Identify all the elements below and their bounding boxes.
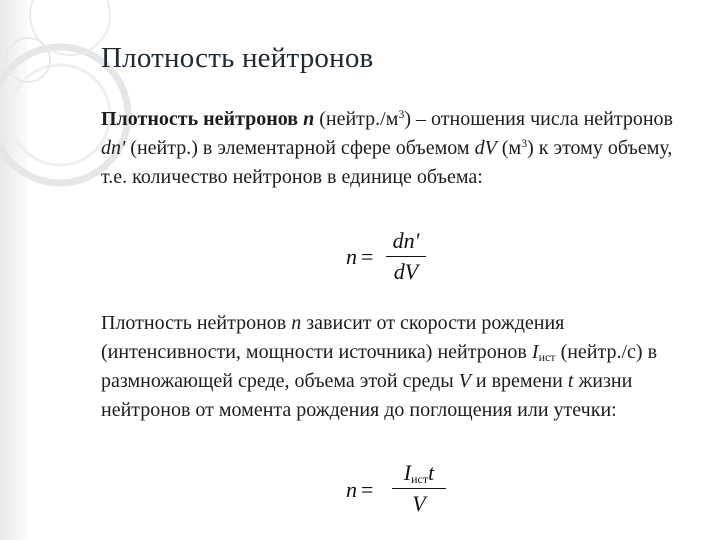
equals-sign: =: [361, 244, 374, 269]
text-seg: (нейтр.) в элементарной сфере объемом: [125, 137, 475, 159]
num-var-i: I: [403, 460, 412, 485]
exponent: 3: [521, 136, 528, 150]
subscript: ист: [538, 350, 556, 364]
var-dv: dV: [474, 137, 497, 159]
var-n: n: [303, 108, 315, 130]
denominator: V: [412, 491, 426, 516]
lhs-var: n: [346, 477, 357, 502]
denominator: dV: [393, 259, 419, 284]
fraction: [386, 226, 426, 287]
slide-title: Плотность нейтронов: [101, 42, 374, 74]
text-seg: (нейтр./с) в размножающей среде, объема этой среды: [101, 341, 658, 392]
formula-density: [342, 226, 442, 288]
formula-lhs: [346, 244, 373, 270]
exponent: 3: [398, 107, 405, 121]
text-seg: Плотность нейтронов: [101, 312, 292, 334]
text-seg: (м: [496, 137, 522, 159]
paragraph-definition: [101, 105, 681, 192]
text-seg: жизни нейтронов от момента рождения до поглощения или утечки:: [101, 370, 633, 421]
num-var-t: t: [428, 460, 435, 485]
equals-sign: =: [361, 477, 374, 502]
text-seg: и времени: [470, 370, 568, 392]
numerator: [392, 458, 446, 488]
formula-lhs: [346, 477, 373, 503]
formula-density-source: [342, 458, 452, 524]
text-seg: ) к этому объему, т.е. количество нейтронов в единице объема:: [101, 137, 673, 188]
num-subscript: ист: [411, 472, 429, 486]
lhs-var: n: [346, 244, 357, 269]
fraction: [392, 458, 446, 519]
bold-term: Плотность нейтронов: [101, 108, 299, 130]
var-v: V: [458, 370, 471, 392]
var-dn: dn': [101, 137, 126, 159]
numerator: dn': [392, 228, 420, 253]
text-seg: зависит от скорости рождения (интенсивности, мощности источника) нейтронов: [101, 312, 565, 363]
var-t: t: [567, 370, 574, 392]
var-n: n: [291, 312, 302, 334]
text-seg: ) – отношения числа нейтронов: [404, 108, 673, 130]
text-seg: (нейтр./м: [314, 108, 399, 130]
paragraph-dependence: [101, 309, 681, 425]
var-i: I: [531, 341, 539, 363]
